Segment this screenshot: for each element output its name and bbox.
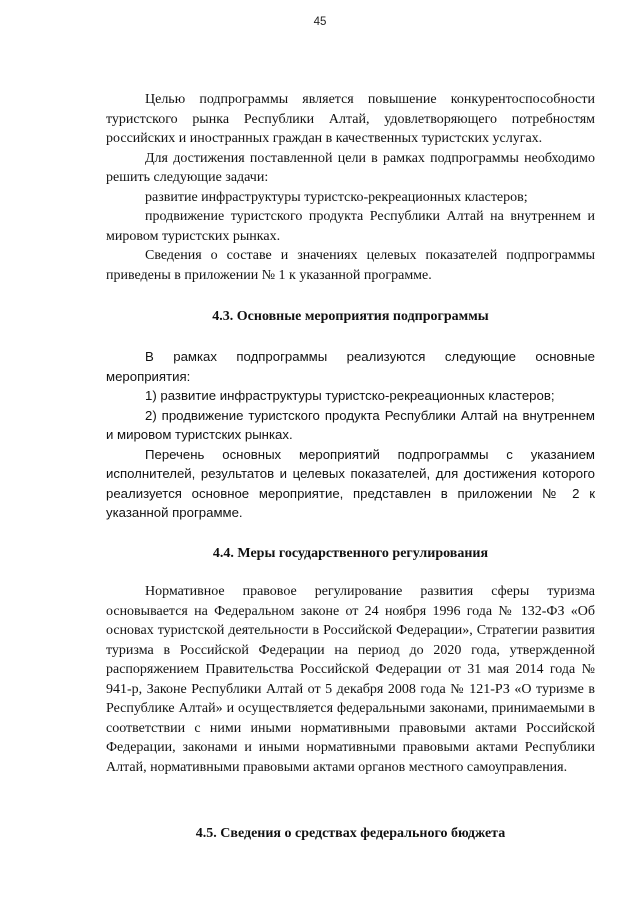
section-4-4-text: [106, 582, 595, 777]
goal-paragraph: Целью подпрограммы является повышение конкурентоспособности туристского рынка Республики Алтай, удовлетворяющего потребностям российских и иностранных граждан в качественных туристских услугах.: [106, 92, 595, 146]
section-heading-4-4: 4.4. Меры государственного регулирования: [212, 546, 489, 561]
task-item: продвижение туристского продукта Республики Алтай на внутреннем и мировом туристских рынках.: [106, 209, 595, 244]
regulation-paragraph: Нормативное правовое регулирование развития сферы туризма основывается на Федеральном законе от 24 ноября 1996 года № 132-ФЗ «Об основах туристской деятельности в Российской Федерации», Стратегии развития туризма в Российской Федерации на период до 2020 года, утвержденной распоряжением Правительства Российской Федерации от 31 мая 2014 года № 941-р, Законе Республики Алтай от 5 декабря 2008 года № 121-РЗ «О туризме в Республике Алтай» и осуществляется федеральными законами, принимаемыми в соответствии с ними иными нормативными правовыми актами Российской Федерации, законами и иными нормативными правовыми актами Республики Алтай, нормативными правовыми актами органов местного самоуправления.: [106, 584, 595, 775]
subprogram-goals-text: [106, 90, 595, 285]
activities-intro-paragraph: В рамках подпрограммы реализуются следующие основные мероприятия:: [106, 349, 595, 384]
indicators-reference-paragraph: Сведения о составе и значениях целевых показателей подпрограммы приведены в приложении № 1 к указанной программе.: [106, 248, 595, 283]
page-number: 45: [313, 16, 327, 28]
activities-list-reference-paragraph: Перечень основных мероприятий подпрограммы с указанием исполнителей, результатов и целевых показателей, для достижения которого реализуется основное мероприятие, представлен в приложении № 2 к указанной программе.: [106, 446, 595, 520]
tasks-intro-paragraph: Для достижения поставленной цели в рамках подпрограммы необходимо решить следующие задачи:: [106, 150, 595, 185]
activity-item: 2) продвижение туристского продукта Республики Алтай на внутреннем и мировом туристских рынках.: [106, 407, 595, 442]
task-item: развитие инфраструктуры туристско-рекреационных кластеров;: [145, 189, 528, 205]
activity-item: 1) развитие инфраструктуры туристско-рекреационных кластеров;: [145, 388, 555, 403]
section-heading-4-3: 4.3. Основные мероприятия подпрограммы: [212, 309, 489, 324]
section-4-3-text: [106, 347, 595, 523]
section-heading-4-5: 4.5. Сведения о средствах федерального бюджета: [195, 826, 506, 841]
